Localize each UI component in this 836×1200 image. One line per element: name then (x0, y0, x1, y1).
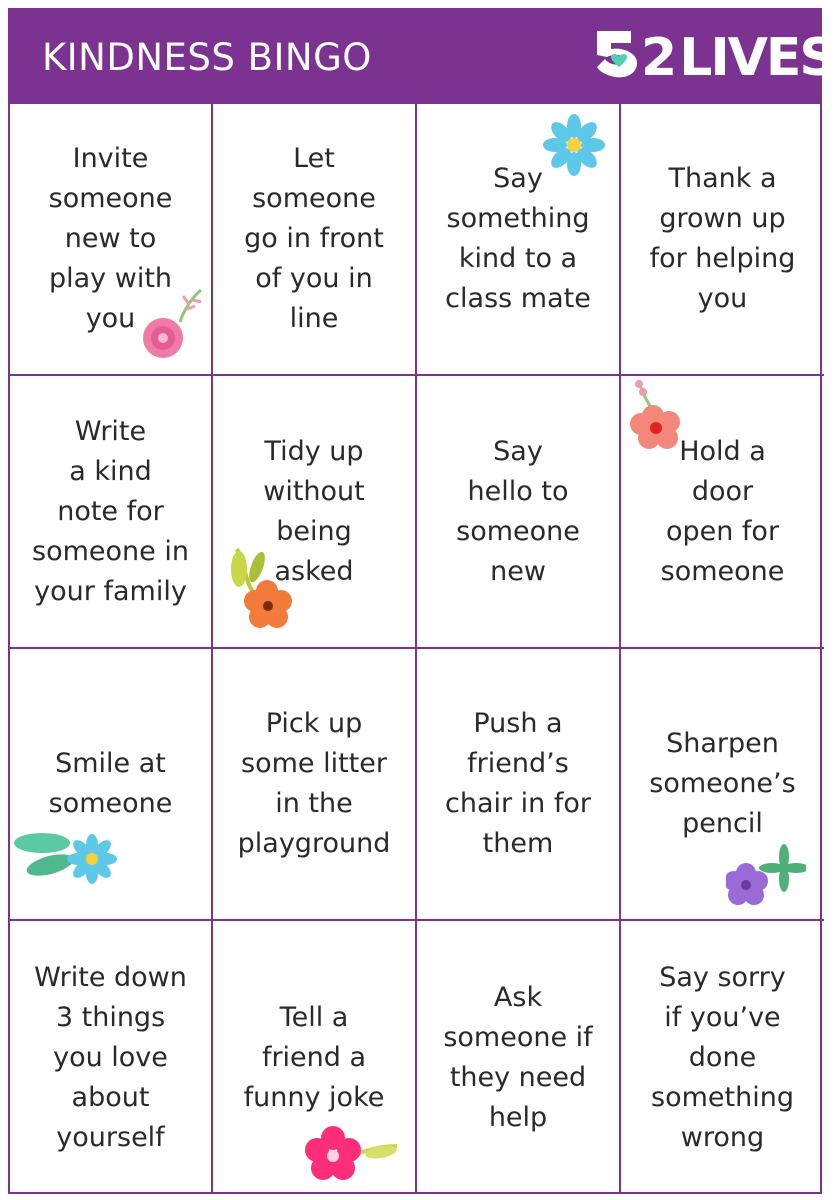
bingo-square[interactable] (417, 649, 621, 921)
bingo-square[interactable] (621, 921, 824, 1194)
bingo-square-text: Invite someone new to play with you (48, 143, 173, 334)
bingo-square[interactable] (417, 104, 621, 376)
teal-flower-icon (12, 829, 122, 893)
bingo-square[interactable] (621, 649, 824, 921)
brand-number: 2 (641, 28, 676, 88)
bingo-square-text: Tell a friend a funny joke (243, 1001, 385, 1113)
bingo-square-text: Say something kind to a class mate (445, 163, 591, 314)
bingo-card (8, 8, 835, 1194)
bingo-square-text: Let someone go in front of you in line (244, 143, 384, 334)
bingo-square[interactable] (621, 104, 824, 376)
brand-logo (591, 28, 835, 88)
bingo-square-text: Write a kind note for someone in your family (32, 415, 189, 607)
bingo-square-text: Hold a door open for someone (660, 435, 785, 587)
bingo-square-text: Write down 3 things you love about yourself (34, 961, 187, 1153)
bingo-square[interactable] (213, 921, 417, 1194)
bingo-square-text: Ask someone if they need help (443, 981, 593, 1133)
magenta-flower-icon (305, 1124, 405, 1188)
bingo-square-text: Pick up some litter in the playground (237, 708, 391, 859)
bingo-square[interactable] (417, 921, 621, 1194)
bingo-square-text: Thank a grown up for helping you (649, 163, 796, 314)
brand-word: LIVES (679, 28, 835, 88)
bingo-square-text: Sharpen someone’s pencil (649, 728, 796, 839)
brand-number-5 (591, 27, 641, 90)
bingo-square-text: Say hello to someone new (456, 435, 580, 587)
bingo-square[interactable] (213, 104, 417, 376)
bingo-square[interactable] (621, 376, 824, 649)
bingo-square-text: Push a friend’s chair in for them (444, 708, 591, 859)
heart-logo-icon (591, 27, 647, 79)
bingo-square[interactable] (213, 649, 417, 921)
bingo-square[interactable] (10, 376, 213, 649)
purple-flower-icon (726, 843, 806, 911)
bingo-square[interactable] (10, 104, 213, 376)
bingo-square[interactable] (417, 376, 621, 649)
bingo-grid (8, 104, 822, 1194)
bingo-square[interactable] (10, 921, 213, 1194)
bingo-square-text: Tidy up without being asked (263, 435, 365, 587)
bingo-square[interactable] (10, 649, 213, 921)
bingo-square-text: Say sorry if you’ve done something wrong (651, 961, 794, 1153)
bingo-square-text: Smile at someone (48, 748, 173, 819)
header-banner (8, 8, 835, 104)
page-title: KINDNESS BINGO (42, 36, 372, 79)
bingo-square[interactable] (213, 376, 417, 649)
